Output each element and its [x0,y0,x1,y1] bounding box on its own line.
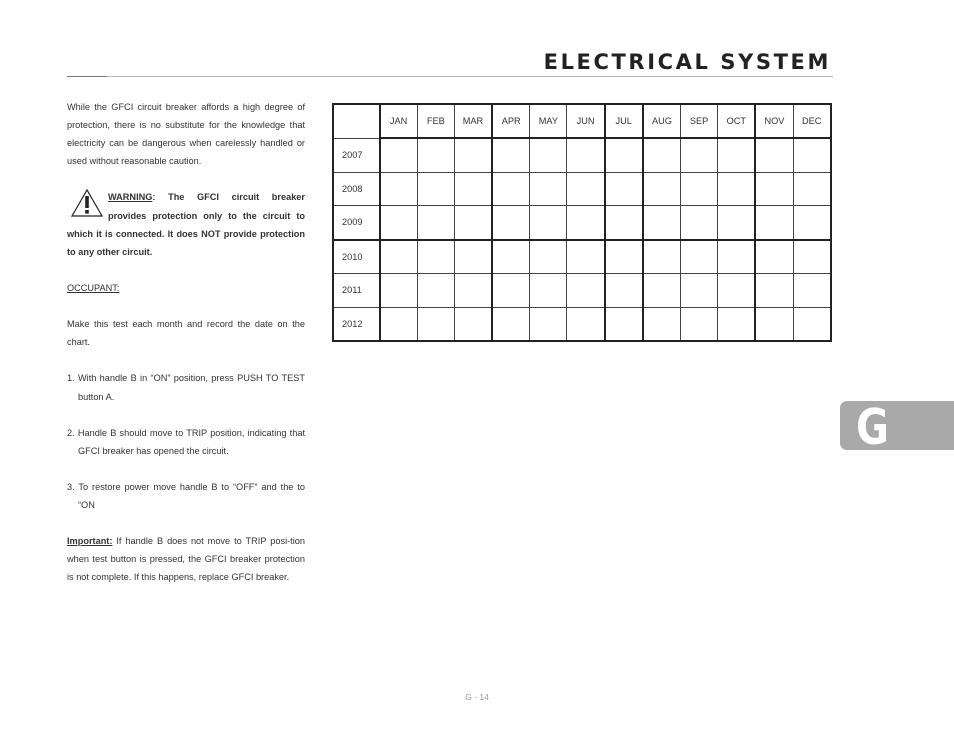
date-cell[interactable] [567,206,605,240]
warning-triangle-icon [69,188,105,216]
test-record-chart [332,103,832,342]
important-label: Important: [67,536,113,547]
date-cell[interactable] [530,138,567,172]
chart-row [333,274,831,308]
date-cell[interactable] [605,307,643,341]
date-cell[interactable] [380,307,418,341]
date-cell[interactable] [567,307,605,341]
section-tab [840,399,954,456]
month-header: JUL [605,104,643,138]
date-cell[interactable] [718,206,756,240]
month-header: JUN [567,104,605,138]
year-label: 2008 [333,172,380,206]
occupant-heading: OCCUPANT: [67,282,120,293]
month-header: OCT [718,104,756,138]
date-cell[interactable] [454,307,492,341]
date-cell[interactable] [380,206,418,240]
date-cell[interactable] [567,274,605,308]
month-header: FEB [417,104,454,138]
date-cell[interactable] [530,307,567,341]
date-cell[interactable] [718,240,756,274]
date-cell[interactable] [755,240,793,274]
month-header: MAR [454,104,492,138]
date-cell[interactable] [492,206,530,240]
date-cell[interactable] [681,172,718,206]
date-cell[interactable] [492,307,530,341]
header-rule [67,76,833,77]
test-intro: Make this test each month and record the date on the chart. [67,319,305,348]
date-cell[interactable] [380,138,418,172]
date-cell[interactable] [530,172,567,206]
warning-label: WARNING [108,192,153,203]
warning-text: : The GFCI circuit breaker provides protection only to the circuit to which it is connected. It does NOT provide protection to any other circuit. [67,192,305,257]
date-cell[interactable] [643,138,681,172]
important-paragraph [67,532,305,586]
date-cell[interactable] [793,274,831,308]
date-cell[interactable] [417,240,454,274]
date-cell[interactable] [793,307,831,341]
date-cell[interactable] [492,240,530,274]
date-cell[interactable] [530,206,567,240]
chart-header-row [333,104,831,138]
year-label: 2010 [333,240,380,274]
step-2: 2. Handle B should move to TRIP position, indicating that GFCI breaker has opened the circuit. [67,427,305,456]
date-cell[interactable] [492,274,530,308]
date-cell[interactable] [454,172,492,206]
date-cell[interactable] [718,274,756,308]
date-cell[interactable] [567,138,605,172]
instructions-column [67,98,305,587]
date-cell[interactable] [605,274,643,308]
date-cell[interactable] [681,307,718,341]
date-cell[interactable] [417,206,454,240]
date-cell[interactable] [380,274,418,308]
step-3: 3. To restore power move handle B to “OFF” and the to “ON [67,481,305,511]
date-cell[interactable] [793,138,831,172]
date-cell[interactable] [417,138,454,172]
month-header: MAY [530,104,567,138]
year-label: 2012 [333,307,380,341]
date-cell[interactable] [793,206,831,240]
month-header: AUG [643,104,681,138]
chart-row [333,172,831,206]
chart-row [333,240,831,274]
date-cell[interactable] [530,274,567,308]
section-tab-letter: G [856,399,889,456]
year-label: 2007 [333,138,380,172]
month-header: DEC [793,104,831,138]
important-text: If handle B does not move to TRIP posi-tion when test button is pressed, the GFCI breaker protection is not complete. If this happens, replace GFCI breaker. [67,536,305,583]
intro-paragraph: While the GFCI circuit breaker affords a high degree of protection, there is no substitute for the knowledge that electricity can be dangerous when carelessly handled or used without reasonable caution. [67,102,305,167]
date-cell[interactable] [380,240,418,274]
chart-row [333,206,831,240]
date-cell[interactable] [454,274,492,308]
date-cell[interactable] [755,138,793,172]
warning-paragraph [67,188,305,260]
date-cell[interactable] [793,240,831,274]
date-cell[interactable] [793,172,831,206]
date-cell[interactable] [567,172,605,206]
date-cell[interactable] [755,307,793,341]
year-label: 2009 [333,206,380,240]
date-cell[interactable] [718,138,756,172]
chart-row [333,307,831,341]
date-cell[interactable] [718,172,756,206]
date-cell[interactable] [681,274,718,308]
date-cell[interactable] [605,138,643,172]
date-cell[interactable] [605,206,643,240]
date-cell[interactable] [755,172,793,206]
date-cell[interactable] [643,172,681,206]
date-cell[interactable] [417,307,454,341]
date-cell[interactable] [492,138,530,172]
date-cell[interactable] [681,138,718,172]
date-cell[interactable] [643,240,681,274]
date-cell[interactable] [530,240,567,274]
date-cell[interactable] [380,172,418,206]
date-cell[interactable] [605,240,643,274]
section-title: ELECTRICAL SYSTEM [543,50,831,74]
month-header: JAN [380,104,418,138]
date-cell[interactable] [417,274,454,308]
date-cell[interactable] [755,274,793,308]
date-cell[interactable] [681,240,718,274]
page-number: G - 14 [465,692,489,702]
date-cell[interactable] [681,206,718,240]
date-cell[interactable] [643,307,681,341]
date-cell[interactable] [643,274,681,308]
month-header: NOV [755,104,793,138]
date-cell[interactable] [605,172,643,206]
date-cell[interactable] [454,240,492,274]
date-cell[interactable] [567,240,605,274]
month-header: APR [492,104,530,138]
date-cell[interactable] [718,307,756,341]
date-cell[interactable] [755,206,793,240]
date-cell[interactable] [492,172,530,206]
date-cell[interactable] [417,172,454,206]
date-cell[interactable] [643,206,681,240]
month-header: SEP [681,104,718,138]
date-cell[interactable] [454,206,492,240]
chart-row [333,138,831,172]
date-cell[interactable] [454,138,492,172]
chart-corner-cell [333,104,380,138]
year-label: 2011 [333,274,380,308]
step-1: 1. With handle B in “ON” position, press PUSH TO TEST button A. [67,373,305,402]
